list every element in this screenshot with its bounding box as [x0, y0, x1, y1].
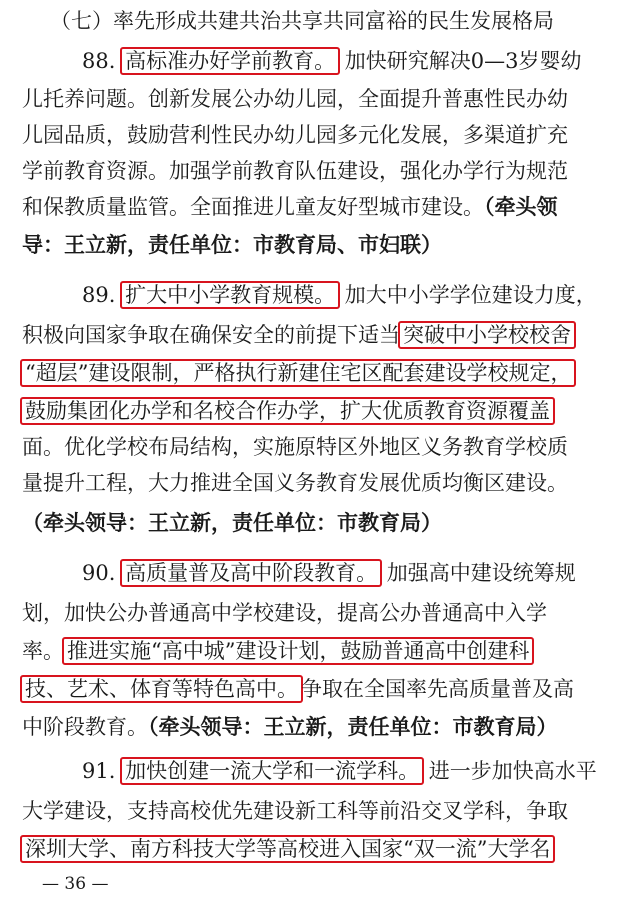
- text-run: 争取在全国率先高质量普及高: [301, 677, 574, 701]
- highlight-title-89: 扩大中小学教育规模。: [120, 281, 340, 309]
- highlight-title-91: 加快创建一流大学和一流学科。: [120, 757, 424, 785]
- item-number: 91.: [82, 759, 116, 783]
- lead-label-89: （牵头领导：王立新，责任单位：市教育局）: [22, 511, 442, 535]
- para-91-line-1: [82, 756, 622, 786]
- text-run: 积极向国家争取在确保安全的前提下适当: [22, 323, 400, 347]
- para-89-line-5: 面。优化学校布局结构，实施原特区外地区义务教育学校质: [22, 435, 568, 459]
- text-run: 加大中小学学位建设力度，: [344, 283, 597, 307]
- para-90-line-5: [22, 712, 622, 742]
- text-run: 中阶段教育。: [22, 715, 148, 739]
- item-number: 90.: [82, 561, 116, 585]
- lead-label-88b: 导：王立新，责任单位：市教育局、市妇联）: [22, 233, 442, 257]
- section-heading: [50, 6, 640, 36]
- highlight-title-90: 高质量普及高中阶段教育。: [120, 559, 382, 587]
- para-88-line-1: [82, 46, 622, 76]
- text-run: 和保教质量监管。全面推进儿童友好型城市建设。: [22, 195, 484, 219]
- item-number: 88.: [82, 49, 116, 73]
- heading-text: （七）率先形成共建共治共享共同富裕的民生发展格局: [50, 9, 554, 33]
- para-90-line-3: [22, 636, 622, 666]
- page-number: — 36 —: [42, 874, 109, 894]
- para-90-line-4: [22, 674, 622, 704]
- highlight-90-a: 推进实施“高中城”建设计划，鼓励普通高中创建科: [62, 637, 534, 665]
- para-88-line-2: 儿托养问题。创新发展公办幼儿园，全面提升普惠性民办幼: [22, 87, 568, 111]
- highlight-91-a: 深圳大学、南方科技大学等高校进入国家“双一流”大学名: [20, 835, 555, 863]
- para-88-line-3: 儿园品质，鼓励营利性民办幼儿园多元化发展，多渠道扩充: [22, 123, 568, 147]
- lead-label-88a: （牵头领: [484, 195, 558, 219]
- para-88-line-4: 学前教育资源。加强学前教育队伍建设，强化办学行为规范: [22, 159, 568, 183]
- para-89-line-4: [22, 396, 622, 426]
- text-run: 加强高中建设统筹规: [386, 561, 576, 585]
- text-run: 进一步加快高水平: [428, 759, 597, 783]
- para-89-line-3: [22, 358, 622, 388]
- para-88-line-5: [22, 192, 622, 222]
- para-91-line-3: [22, 834, 622, 864]
- para-90-line-1: [82, 558, 622, 588]
- para-89-line-1: [82, 280, 622, 310]
- highlight-89-b: “超层”建设限制，严格执行新建住宅区配套建设学校规定，: [20, 359, 576, 387]
- highlight-title-88: 高标准办好学前教育。: [120, 47, 340, 75]
- highlight-89-a: 突破中小学校校舍: [398, 321, 576, 349]
- para-89-line-2: [22, 320, 622, 350]
- lead-label-90: （牵头领导：王立新，责任单位：市教育局）: [148, 715, 558, 739]
- para-89-line-6: 量提升工程，大力推进全国义务教育发展优质均衡区建设。: [22, 471, 568, 495]
- text-run: 率。: [22, 639, 64, 663]
- para-90-line-2: 划，加快公办普通高中学校建设，提高公办普通高中入学: [22, 601, 547, 625]
- text-run: 加快研究解决0—3岁婴幼: [344, 49, 582, 73]
- para-91-line-2: 大学建设，支持高校优先建设新工科等前沿交叉学科，争取: [22, 799, 568, 823]
- highlight-89-c: 鼓励集团化办学和名校合作办学，扩大优质教育资源覆盖: [20, 397, 555, 425]
- item-number: 89.: [82, 283, 116, 307]
- highlight-90-b: 技、艺术、体育等特色高中。: [20, 675, 303, 703]
